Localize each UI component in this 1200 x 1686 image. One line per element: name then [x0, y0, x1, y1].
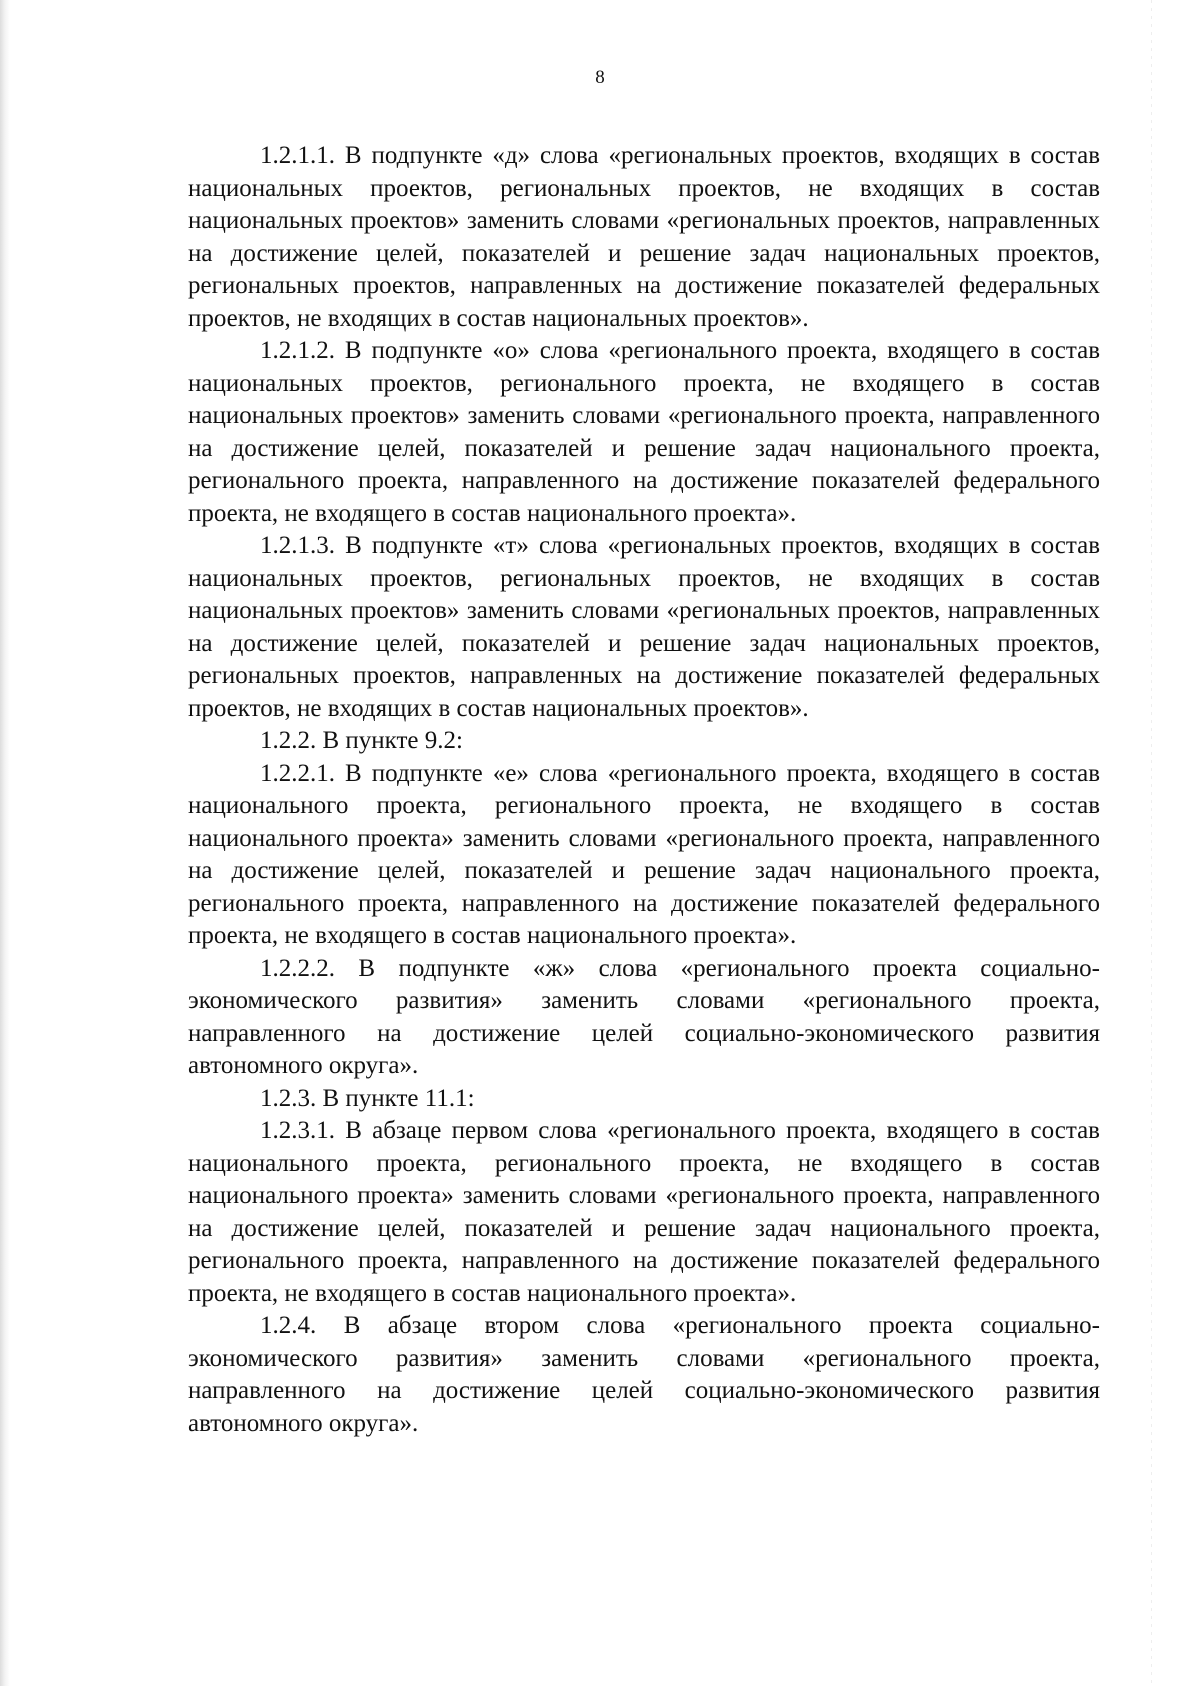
paragraph-1-2-1-2: 1.2.1.2. В подпункте «о» слова «регионального проекта, входящего в состав национальных проектов, регионального проекта, не входящего в состав национальных проектов» заменить словами «регионального проекта, направленного на достижение целей, показателей и решение задач национального проекта, регионального проекта, направленного на достижение показателей федерального проекта, не входящего в состав национального проекта».	[188, 337, 1100, 527]
paragraph-1-2-4: 1.2.4. В абзаце втором слова «регионального проекта социально-экономического развития» заменить словами «регионального проекта, направленного на достижение целей социально-экономического развития автономного округа».	[188, 1312, 1100, 1437]
paragraph-1-2-1-1: 1.2.1.1. В подпункте «д» слова «региональных проектов, входящих в состав национальных проектов, региональных проектов, не входящих в состав национальных проектов» заменить словами «региональных проектов, направленных на достижение целей, показателей и решение задач национальных проектов, региональных проектов, направленных на достижение показателей федеральных проектов, не входящих в состав национальных проектов».	[188, 142, 1100, 332]
paragraph-1-2-1-3: 1.2.1.3. В подпункте «т» слова «региональных проектов, входящих в состав национальных проектов, региональных проектов, не входящих в состав национальных проектов» заменить словами «региональных проектов, направленных на достижение целей, показателей и решение задач национальных проектов, региональных проектов, направленных на достижение показателей федеральных проектов, не входящих в состав национальных проектов».	[188, 532, 1100, 722]
page-number: 8	[595, 67, 605, 88]
paragraph-1-2-3-1: 1.2.3.1. В абзаце первом слова «регионального проекта, входящего в состав национального проекта, регионального проекта, не входящего в состав национального проекта» заменить словами «регионального проекта, направленного на достижение целей, показателей и решение задач национального проекта, регионального проекта, направленного на достижение показателей федерального проекта, не входящего в состав национального проекта».	[188, 1117, 1100, 1307]
paragraph-1-2-2: 1.2.2. В пункте 9.2:	[260, 727, 463, 754]
document-body	[188, 140, 1100, 1440]
paragraph-1-2-2-1: 1.2.2.1. В подпункте «е» слова «регионального проекта, входящего в состав национального проекта, регионального проекта, не входящего в состав национального проекта» заменить словами «регионального проекта, направленного на достижение целей, показателей и решение задач национального проекта, регионального проекта, направленного на достижение показателей федерального проекта, не входящего в состав национального проекта».	[188, 759, 1100, 949]
scan-right-edge	[1151, 0, 1152, 1686]
paragraph-1-2-2-2: 1.2.2.2. В подпункте «ж» слова «регионального проекта социально-экономического развития» заменить словами «регионального проекта, направленного на достижение целей социально-экономического развития автономного округа».	[188, 954, 1100, 1079]
scan-left-edge	[0, 0, 10, 1686]
paragraph-1-2-3: 1.2.3. В пункте 11.1:	[260, 1084, 475, 1112]
